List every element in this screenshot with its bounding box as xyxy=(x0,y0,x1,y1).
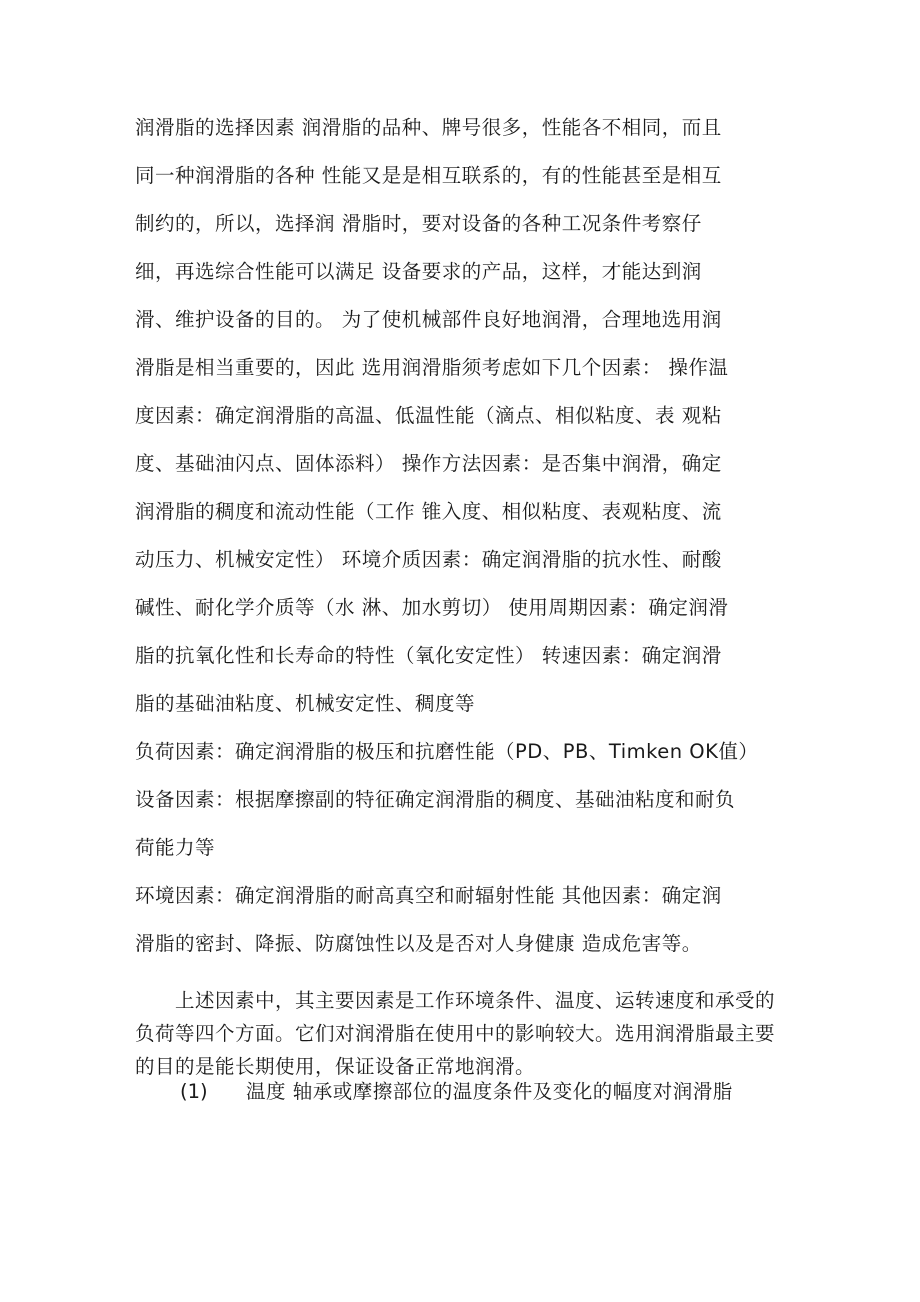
text-line: 同一种润滑脂的各种 性能又是是相互联系的，有的性能甚至是相互 xyxy=(135,164,722,187)
text-line: 环境因素：确定润滑脂的耐高真空和耐辐射性能 其他因素：确定润 xyxy=(135,884,722,907)
text-line: 动压力、机械安定性） 环境介质因素：确定润滑脂的抗水性、耐酸 xyxy=(135,548,722,571)
text-line: 设备因素：根据摩擦副的特征确定润滑脂的稠度、基础油粘度和耐负 xyxy=(135,788,736,811)
text-line: 润滑脂的稠度和流动性能（工作 锥入度、相似粘度、表观粘度、流 xyxy=(135,500,722,523)
text-line: 脂的基础油粘度、机械安定性、稠度等 xyxy=(135,692,476,715)
text-line: 度因素：确定润滑脂的高温、低温性能（滴点、相似粘度、表 观粘 xyxy=(135,404,722,427)
text-line: 细，再选综合性能可以满足 设备要求的产品，这样，才能达到润 xyxy=(135,260,702,283)
text-line: 滑脂的密封、降振、防腐蚀性以及是否对人身健康 造成危害等。 xyxy=(135,932,702,955)
text-line: 脂的抗氧化性和长寿命的特性（氧化安定性） 转速因素：确定润滑 xyxy=(135,644,722,667)
text-line: 荷能力等 xyxy=(135,836,216,859)
text-line: 制约的，所以，选择润 滑脂时，要对设备的各种工况条件考察仔 xyxy=(135,212,702,235)
text-line: 润滑脂的选择因素 润滑脂的品种、牌号很多，性能各不相同，而且 xyxy=(135,116,722,139)
text-line: 碱性、耐化学介质等（水 淋、加水剪切） 使用周期因素：确定润滑 xyxy=(135,596,729,619)
text-line: 负荷因素：确定润滑脂的极压和抗磨性能（PD、PB、Timken OK值） xyxy=(135,740,759,763)
text-line: 度、基础油闪点、固体添料） 操作方法因素：是否集中润滑，确定 xyxy=(135,452,722,475)
body-paragraph: 上述因素中，其主要因素是工作环境条件、温度、运转速度和承受的负荷等四个方面。它们对润滑脂在使用中的影响较大。选用润滑脂最主要的目的是能长期使用，保证设备正常地润滑。 xyxy=(135,989,776,1078)
text-line: 滑、维护设备的目的。 为了使机械部件良好地润滑，合理地选用润 xyxy=(135,308,722,331)
list-item-number: (1) xyxy=(180,1080,208,1103)
text-line: 滑脂是相当重要的，因此 选用润滑脂须考虑如下几个因素： 操作温 xyxy=(135,356,729,379)
list-item-text: 温度 轴承或摩擦部位的温度条件及变化的幅度对润滑脂 xyxy=(246,1080,733,1103)
